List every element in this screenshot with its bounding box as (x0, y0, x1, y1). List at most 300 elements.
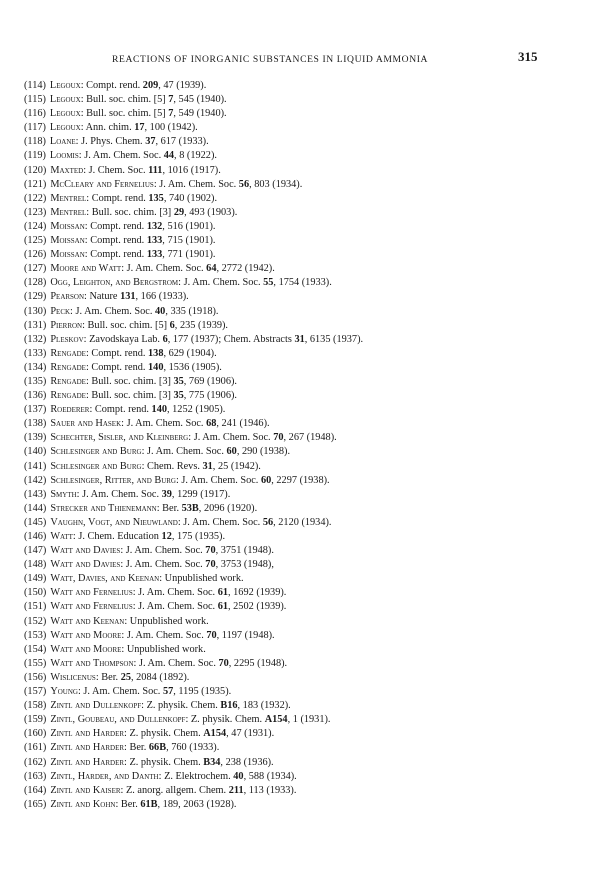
reference-volume: 60 (226, 446, 237, 458)
reference-pages-year: , 1692 (1939). (228, 587, 287, 599)
reference-pages-year: , 2295 (1948). (228, 657, 288, 669)
reference-pages-year: , 2772 (1942). (216, 263, 275, 275)
reference-volume: 111 (148, 164, 163, 176)
reference-volume: 53B (181, 502, 199, 514)
reference-entry (24, 389, 604, 403)
reference-pages-year: , 189, 2063 (1928). (157, 798, 237, 810)
reference-volume: A154 (264, 714, 288, 726)
reference-authors: Watt and Davies (50, 559, 121, 571)
reference-pages-year: , 760 (1933). (166, 742, 220, 754)
reference-source: Bull. soc. chim. [5] (87, 319, 170, 331)
reference-entry (24, 741, 604, 755)
page-number: 315 (518, 49, 538, 64)
reference-source: J. Phys. Chem. (81, 136, 146, 148)
reference-number: (116) (24, 108, 46, 120)
reference-number: (126) (24, 249, 47, 261)
reference-entry (24, 79, 604, 93)
reference-volume: 35 (173, 390, 184, 402)
reference-entry (24, 558, 604, 572)
reference-volume: 31 (294, 333, 305, 345)
reference-source: J. Am. Chem. Soc. (159, 178, 239, 190)
reference-entry (24, 502, 604, 516)
reference-separator: : (75, 136, 82, 148)
reference-pages-year: , 740 (1902). (163, 192, 218, 204)
reference-authors: Zintl and Harder (50, 756, 125, 768)
reference-authors: Vaughn, Vogt, and Nieuwland (50, 516, 178, 528)
reference-pages-year: , 113 (1933). (243, 784, 297, 796)
reference-pages-year: , 715 (1901). (162, 235, 216, 247)
reference-entry (24, 121, 604, 135)
reference-authors: Moissan (50, 249, 85, 261)
reference-volume: 61 (217, 601, 228, 613)
reference-authors: Zintl, Harder, and Danth (50, 770, 159, 782)
reference-entry (24, 544, 604, 558)
reference-pages-year: , 1195 (1935). (173, 686, 232, 698)
reference-pages-year: , 493 (1903). (184, 206, 238, 218)
reference-entry (24, 671, 604, 685)
reference-volume: 56 (262, 516, 274, 528)
reference-pages-year: , 545 (1940). (173, 94, 227, 106)
reference-number: (127) (24, 263, 47, 275)
reference-source: Z. Elektrochem. (164, 770, 234, 782)
reference-authors: Pleskov (50, 333, 84, 345)
reference-entry (24, 93, 604, 107)
reference-volume: 131 (120, 291, 136, 303)
reference-separator: : (188, 432, 194, 444)
reference-volume: 7 (168, 94, 174, 106)
reference-pages-year: , 267 (1948). (283, 432, 337, 444)
reference-entry (24, 234, 604, 248)
reference-number: (153) (24, 629, 47, 641)
reference-separator: : (70, 305, 76, 317)
reference-volume: 40 (155, 305, 166, 317)
reference-volume: 35 (173, 375, 184, 387)
reference-authors: Watt and Fernelius (50, 587, 133, 599)
reference-number: (161) (24, 742, 47, 754)
reference-pages-year: , 2096 (1920). (198, 502, 258, 514)
reference-entry (24, 164, 604, 178)
reference-entry (24, 248, 604, 262)
reference-entry (24, 375, 604, 389)
reference-volume: A154 (203, 728, 227, 740)
reference-entry (24, 657, 604, 671)
reference-authors: Smyth (50, 488, 77, 500)
reference-separator: : (153, 178, 160, 190)
reference-pages-year: , 183 (1932). (237, 700, 291, 712)
reference-authors: Strecker and Thienemann (50, 502, 157, 514)
reference-source: Z. anorg. allgem. Chem. (125, 784, 229, 796)
reference-authors: Peck (50, 305, 71, 317)
reference-entry (24, 206, 604, 220)
reference-entry (24, 178, 604, 192)
reference-entry (24, 220, 604, 234)
reference-volume: 6 (162, 333, 168, 345)
reference-pages-year: , 1 (1931). (287, 714, 331, 726)
reference-volume: 25 (120, 671, 131, 683)
reference-number: (121) (24, 178, 47, 190)
reference-source: Bull. soc. chim. [3] (91, 375, 174, 387)
reference-separator: : (84, 220, 91, 232)
reference-volume: 12 (161, 531, 172, 542)
reference-source: Ber. (162, 502, 182, 514)
reference-authors: Zintl and Harder (50, 728, 125, 740)
reference-pages-year: , 2084 (1892). (131, 671, 190, 683)
reference-separator: : (121, 263, 127, 275)
reference-source: Nature (89, 291, 121, 303)
reference-source: J. Chem. Soc. (88, 164, 149, 176)
reference-separator: : (175, 474, 182, 486)
reference-separator: : (124, 615, 130, 627)
reference-separator: : (156, 502, 163, 514)
reference-source: Ber. (120, 798, 141, 810)
reference-pages-year: , 8 (1922). (174, 150, 217, 162)
reference-entry (24, 798, 604, 812)
reference-volume: 132 (146, 220, 163, 232)
reference-pages-year: , 1197 (1948). (216, 629, 275, 641)
reference-source: Unpublished work. (164, 573, 244, 585)
reference-volume: 140 (151, 404, 167, 416)
reference-separator: : (78, 150, 85, 162)
reference-source: Ber. (101, 671, 121, 683)
reference-authors: Legoux (49, 80, 81, 91)
reference-separator: : (84, 249, 91, 261)
reference-number: (145) (24, 516, 47, 528)
reference-entry (24, 572, 604, 586)
reference-entry (24, 699, 604, 713)
reference-volume: 211 (228, 784, 244, 796)
reference-entry (24, 516, 604, 530)
reference-source: J. Am. Chem. Soc. (183, 516, 263, 528)
reference-source: Ann. chim. (85, 122, 135, 134)
reference-pages-year: , 175 (1935). (171, 531, 226, 542)
reference-source: Bull. soc. chim. [5] (86, 94, 169, 106)
reference-source: J. Am. Chem. Soc. (126, 629, 207, 641)
reference-volume: 17 (134, 122, 145, 134)
reference-authors: Moissan (50, 235, 85, 247)
reference-source: Compt. rend. (90, 220, 147, 232)
reference-source: J. Am. Chem. Soc. (125, 559, 206, 571)
reference-pages-year: , 2297 (1938). (271, 474, 330, 486)
reference-volume: 37 (145, 136, 156, 148)
reference-number: (139) (24, 432, 47, 444)
reference-pages-year: , 25 (1942). (212, 460, 261, 472)
reference-authors: Maxted (50, 164, 84, 176)
reference-number: (148) (24, 559, 47, 571)
reference-pages-year: , 775 (1906). (183, 390, 237, 402)
reference-separator: : (72, 531, 79, 542)
reference-authors: Zintl, Goubeau, and Dullenkopf (50, 714, 186, 726)
reference-entry (24, 474, 604, 488)
reference-number: (151) (24, 601, 47, 613)
reference-entry (24, 417, 604, 431)
reference-separator: : (86, 192, 92, 204)
reference-pages-year: , 1252 (1905). (167, 404, 226, 416)
reference-number: (163) (24, 770, 47, 782)
reference-authors: Watt and Davies (50, 545, 121, 557)
reference-source: Bull. soc. chim. [3] (91, 206, 174, 218)
reference-pages-year: , 235 (1939). (174, 319, 228, 331)
reference-source: J. Am. Chem. Soc. (138, 601, 218, 613)
reference-authors: Rengade (50, 375, 86, 387)
reference-volume: 70 (273, 432, 284, 444)
reference-separator: : (80, 108, 87, 120)
reference-separator: : (89, 404, 95, 416)
reference-authors: Schlesinger, Ritter, and Burg (50, 474, 176, 486)
reference-entry (24, 319, 604, 333)
reference-entry (24, 333, 604, 347)
reference-number: (136) (24, 390, 47, 402)
reference-source: Compt. rend. (86, 80, 143, 91)
reference-source: J. Chem. Education (78, 531, 162, 542)
reference-pages-year: , 3753 (1948), (215, 559, 274, 571)
reference-pages-year: , 516 (1901). (162, 220, 216, 232)
reference-separator: : (83, 164, 89, 176)
reference-number: (125) (24, 235, 47, 247)
reference-entry (24, 149, 604, 163)
reference-volume: 56 (238, 178, 250, 190)
reference-separator: : (77, 686, 84, 698)
reference-number: (157) (24, 686, 47, 698)
reference-volume: 39 (161, 488, 172, 500)
reference-number: (162) (24, 756, 47, 768)
reference-source: J. Am. Chem. Soc. (82, 488, 162, 500)
reference-number: (140) (24, 446, 47, 458)
reference-volume: 140 (148, 361, 164, 373)
reference-number: (160) (24, 728, 47, 740)
reference-pages-year: , 166 (1933). (135, 291, 189, 303)
reference-authors: Loane (49, 136, 76, 148)
reference-number: (143) (24, 488, 47, 500)
reference-volume: 57 (162, 686, 174, 698)
reference-source: Z. physik. Chem. (190, 714, 265, 726)
reference-authors: Moissan (50, 220, 85, 232)
reference-separator: : (84, 235, 91, 247)
reference-volume: 138 (148, 347, 164, 359)
reference-source: J. Am. Chem. Soc. (83, 686, 163, 698)
reference-source: Compt. rend. (91, 347, 149, 359)
reference-number: (158) (24, 700, 47, 712)
reference-number: (131) (24, 319, 47, 331)
reference-entry (24, 431, 604, 445)
reference-authors: Legoux (49, 94, 81, 106)
reference-separator: : (159, 573, 165, 585)
reference-entry (24, 262, 604, 276)
reference-number: (149) (24, 573, 47, 585)
reference-separator: : (141, 700, 147, 712)
reference-authors: Legoux (49, 122, 81, 134)
reference-separator: : (158, 770, 165, 782)
reference-pages-year: , 241 (1946). (216, 418, 270, 430)
reference-authors: Sauer and Hasek (50, 418, 122, 430)
reference-number: (155) (24, 657, 47, 669)
reference-source: Z. physik. Chem. (129, 728, 204, 740)
reference-authors: Schlesinger and Burg (50, 460, 142, 472)
reference-separator: : (178, 277, 184, 289)
reference-volume: 31 (202, 460, 213, 472)
reference-entry (24, 643, 604, 657)
reference-entry (24, 445, 604, 459)
reference-pages-year: , 3751 (1948). (215, 545, 274, 557)
reference-pages-year: , 335 (1918). (165, 305, 219, 317)
reference-source: Zavodskaya Lab. (89, 333, 163, 345)
reference-entry (24, 784, 604, 798)
reference-separator: : (132, 601, 139, 613)
reference-number: (156) (24, 671, 47, 683)
reference-entry (24, 615, 604, 629)
reference-pages-year: , 803 (1934). (249, 178, 303, 190)
reference-number: (154) (24, 643, 47, 655)
reference-separator: : (76, 488, 83, 500)
reference-pages-year: , 47 (1939). (158, 80, 207, 91)
reference-source: J. Am. Chem. Soc. (181, 474, 261, 486)
reference-entry (24, 305, 604, 319)
reference-separator: : (141, 460, 147, 472)
reference-number: (146) (24, 531, 47, 542)
reference-authors: Mentrel (50, 192, 87, 204)
reference-volume: 29 (173, 206, 185, 218)
reference-number: (147) (24, 545, 47, 557)
reference-source: Bull. soc. chim. [3] (91, 390, 174, 402)
reference-list (24, 79, 604, 812)
reference-source: J. Am. Chem. Soc. (193, 432, 274, 444)
reference-source: Ber. (129, 742, 149, 754)
reference-number: (123) (24, 206, 47, 218)
reference-source: Compt. rend. (90, 235, 147, 247)
reference-authors: Watt and Thompson (50, 657, 134, 669)
reference-separator: : (132, 587, 139, 599)
running-head: REACTIONS OF INORGANIC SUBSTANCES IN LIQUID AMMONIA (112, 54, 429, 65)
reference-entry (24, 530, 604, 544)
reference-number: (124) (24, 220, 47, 232)
reference-source: Z. physik. Chem. (146, 700, 221, 712)
reference-source: J. Am. Chem. Soc. (138, 657, 219, 669)
reference-pages-year: , 177 (1937); Chem. Abstracts (167, 333, 295, 345)
reference-volume: 64 (206, 263, 217, 275)
reference-volume: 209 (142, 80, 159, 91)
reference-separator: : (124, 728, 130, 740)
reference-authors: Schlesinger and Burg (50, 446, 142, 458)
reference-pages-year: , 238 (1936). (220, 756, 274, 768)
reference-volume: 40 (233, 770, 244, 782)
reference-number: (130) (24, 305, 47, 317)
reference-pages-year: , 1536 (1905). (163, 361, 222, 373)
reference-volume: B34 (203, 756, 221, 768)
reference-number: (159) (24, 714, 47, 726)
reference-pages-year: , 2502 (1939). (228, 601, 287, 613)
reference-authors: McCleary and Fernelius (50, 178, 154, 190)
reference-authors: Mentrel (50, 206, 87, 218)
reference-pages-year: , 290 (1938). (236, 446, 291, 458)
reference-pages-year: , 629 (1904). (163, 347, 217, 359)
reference-entry (24, 135, 604, 149)
reference-source: Compt. rend. (91, 192, 149, 204)
reference-volume: 135 (148, 192, 164, 204)
reference-source: J. Am. Chem. Soc. (75, 305, 156, 317)
reference-entry (24, 488, 604, 502)
reference-separator: : (85, 347, 92, 359)
reference-separator: : (80, 80, 87, 91)
reference-source: Compt. rend. (94, 404, 152, 416)
reference-entry (24, 403, 604, 417)
reference-source: J. Am. Chem. Soc. (147, 446, 227, 458)
reference-pages-year: , 769 (1906). (183, 375, 237, 387)
reference-authors: Loomis (49, 150, 79, 162)
reference-entry (24, 713, 604, 727)
reference-authors: Watt and Fernelius (50, 601, 133, 613)
reference-source: Bull. soc. chim. [5] (86, 108, 169, 120)
reference-source: Z. physik. Chem. (129, 756, 204, 768)
reference-authors: Rengade (50, 390, 86, 402)
reference-separator: : (121, 418, 127, 430)
reference-source: J. Am. Chem. Soc. (126, 263, 207, 275)
reference-pages-year: , 1754 (1933). (273, 277, 332, 289)
reference-number: (118) (24, 136, 46, 148)
reference-authors: Moore and Watt (50, 263, 122, 275)
reference-volume: 7 (168, 108, 174, 120)
reference-separator: : (80, 122, 86, 134)
reference-number: (134) (24, 361, 47, 373)
reference-separator: : (185, 714, 191, 726)
reference-source: Unpublished work. (126, 643, 206, 655)
reference-authors: Zintl and Kohn (50, 798, 116, 810)
reference-authors: Rengade (50, 347, 86, 359)
reference-entry (24, 107, 604, 121)
reference-volume: 61 (217, 587, 228, 599)
reference-separator: : (120, 784, 126, 796)
reference-volume: 60 (260, 474, 272, 486)
reference-number: (144) (24, 502, 47, 514)
reference-separator: : (124, 756, 130, 768)
reference-authors: Ogg, Leighton, and Bergstrom (50, 277, 179, 289)
reference-pages-year: , 771 (1901). (162, 249, 216, 261)
reference-authors: Pearson (50, 291, 85, 303)
reference-authors: Watt and Moore (50, 643, 122, 655)
reference-authors: Watt, Davies, and Keenan (50, 573, 160, 585)
reference-pages-year: , 1016 (1917). (162, 164, 221, 176)
reference-number: (164) (24, 784, 47, 796)
reference-authors: Zintl and Dullenkopf (50, 700, 142, 712)
reference-entry (24, 600, 604, 614)
reference-volume: 70 (206, 629, 217, 641)
reference-entry (24, 586, 604, 600)
reference-pages-year: , 588 (1934). (243, 770, 297, 782)
reference-volume: 44 (163, 150, 175, 162)
reference-number: (119) (24, 150, 46, 162)
reference-authors: Watt and Moore (50, 629, 122, 641)
reference-volume: 70 (205, 545, 216, 557)
reference-entry (24, 629, 604, 643)
reference-volume: 68 (206, 418, 217, 430)
reference-separator: : (82, 319, 88, 331)
reference-number: (152) (24, 615, 47, 627)
reference-entry (24, 290, 604, 304)
reference-entry (24, 770, 604, 784)
reference-number: (138) (24, 418, 47, 430)
reference-separator: : (141, 446, 147, 458)
reference-separator: : (120, 559, 126, 571)
reference-volume: 133 (146, 235, 163, 247)
reference-authors: Watt and Keenan (50, 615, 125, 627)
reference-volume: 55 (263, 277, 274, 289)
reference-authors: Legoux (49, 108, 81, 120)
reference-number: (137) (24, 404, 47, 416)
reference-source: Chem. Revs. (147, 460, 203, 472)
reference-separator: : (121, 629, 127, 641)
reference-source: Compt. rend. (91, 361, 149, 373)
reference-authors: Roederer (50, 404, 90, 416)
reference-pages-year: , 100 (1942). (144, 122, 198, 134)
reference-source: Compt. rend. (90, 249, 147, 261)
